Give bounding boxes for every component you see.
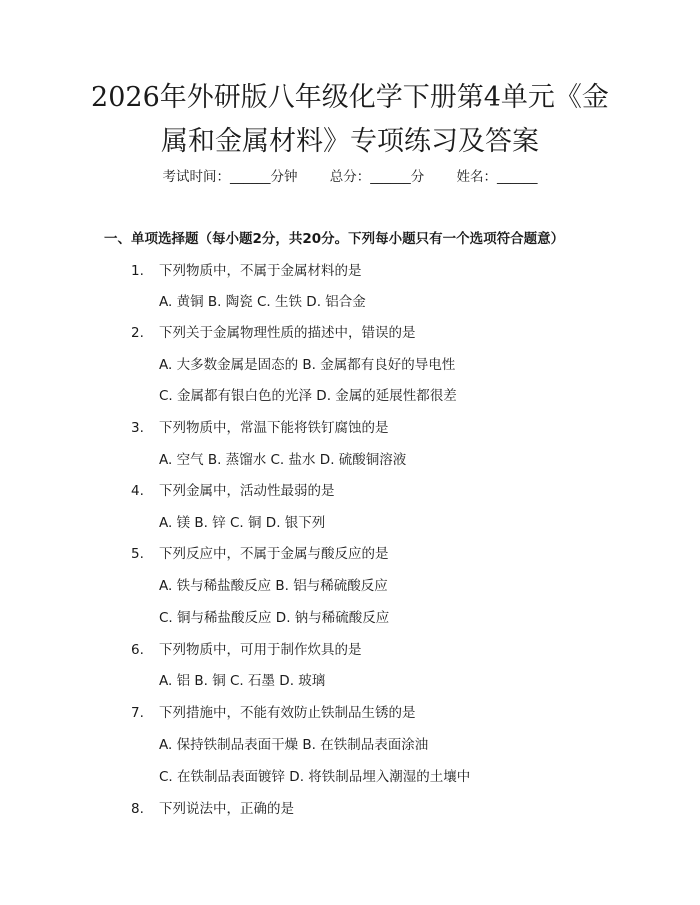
question-7-options-line-2: C. 在铁制品表面镀锌 D. 将铁制品埋入潮湿的土壤中: [159, 769, 471, 785]
question-6-options: A. 铝 B. 铜 C. 石墨 D. 玻璃: [159, 673, 326, 689]
question-2: [131, 323, 416, 343]
question-2-options-line-1: A. 大多数金属是固态的 B. 金属都有良好的导电性: [159, 357, 456, 373]
question-number: 6.: [131, 642, 144, 658]
question-text: 下列说法中，正确的是: [159, 801, 294, 817]
question-5: [131, 544, 389, 564]
question-text: 下列物质中，可用于制作炊具的是: [159, 642, 362, 658]
question-1-options: A. 黄铜 B. 陶瓷 C. 生铁 D. 铝合金: [159, 294, 366, 310]
question-number: 5.: [131, 546, 144, 562]
question-3-options: A. 空气 B. 蒸馏水 C. 盐水 D. 硫酸铜溶液: [159, 452, 407, 468]
student-name: 姓名：______: [456, 169, 538, 185]
question-text: 下列物质中，不属于金属材料的是: [159, 263, 362, 279]
total-score: 总分：______分: [329, 169, 425, 185]
title-line-2: 属和金属材料》专项练习及答案: [161, 126, 539, 157]
question-text: 下列关于金属物理性质的描述中，错误的是: [159, 325, 416, 341]
question-8: [131, 799, 294, 819]
question-1: [131, 261, 362, 281]
title-line-1: 2026年外研版八年级化学下册第4单元《金: [91, 82, 609, 113]
question-4-options: A. 镁 B. 锌 C. 铜 D. 银下列: [159, 515, 326, 531]
question-7-options-line-1: A. 保持铁制品表面干燥 B. 在铁制品表面涂油: [159, 737, 429, 753]
question-5-options-line-2: C. 铜与稀盐酸反应 D. 钠与稀硫酸反应: [159, 610, 390, 626]
question-text: 下列反应中，不属于金属与酸反应的是: [159, 546, 389, 562]
question-number: 1.: [131, 263, 144, 279]
question-number: 3.: [131, 420, 144, 436]
question-text: 下列物质中，常温下能将铁钉腐蚀的是: [159, 420, 389, 436]
question-6: [131, 640, 362, 660]
question-4: [131, 481, 335, 501]
question-2-options-line-2: C. 金属都有银白色的光泽 D. 金属的延展性都很差: [159, 388, 457, 404]
question-number: 8.: [131, 801, 144, 817]
question-5-options-line-1: A. 铁与稀盐酸反应 B. 铝与稀硫酸反应: [159, 578, 388, 594]
question-text: 下列措施中，不能有效防止铁制品生锈的是: [159, 705, 416, 721]
question-3: [131, 418, 389, 438]
document-title: [60, 76, 640, 164]
question-number: 7.: [131, 705, 144, 721]
question-text: 下列金属中，活动性最弱的是: [159, 483, 335, 499]
question-7: [131, 703, 416, 723]
exam-info: [0, 167, 700, 187]
question-number: 2.: [131, 325, 144, 341]
section-heading: 一、单项选择题（每小题2分，共20分。下列每小题只有一个选项符合题意）: [104, 231, 565, 247]
exam-time: 考试时间：______分钟: [162, 169, 298, 185]
question-number: 4.: [131, 483, 144, 499]
